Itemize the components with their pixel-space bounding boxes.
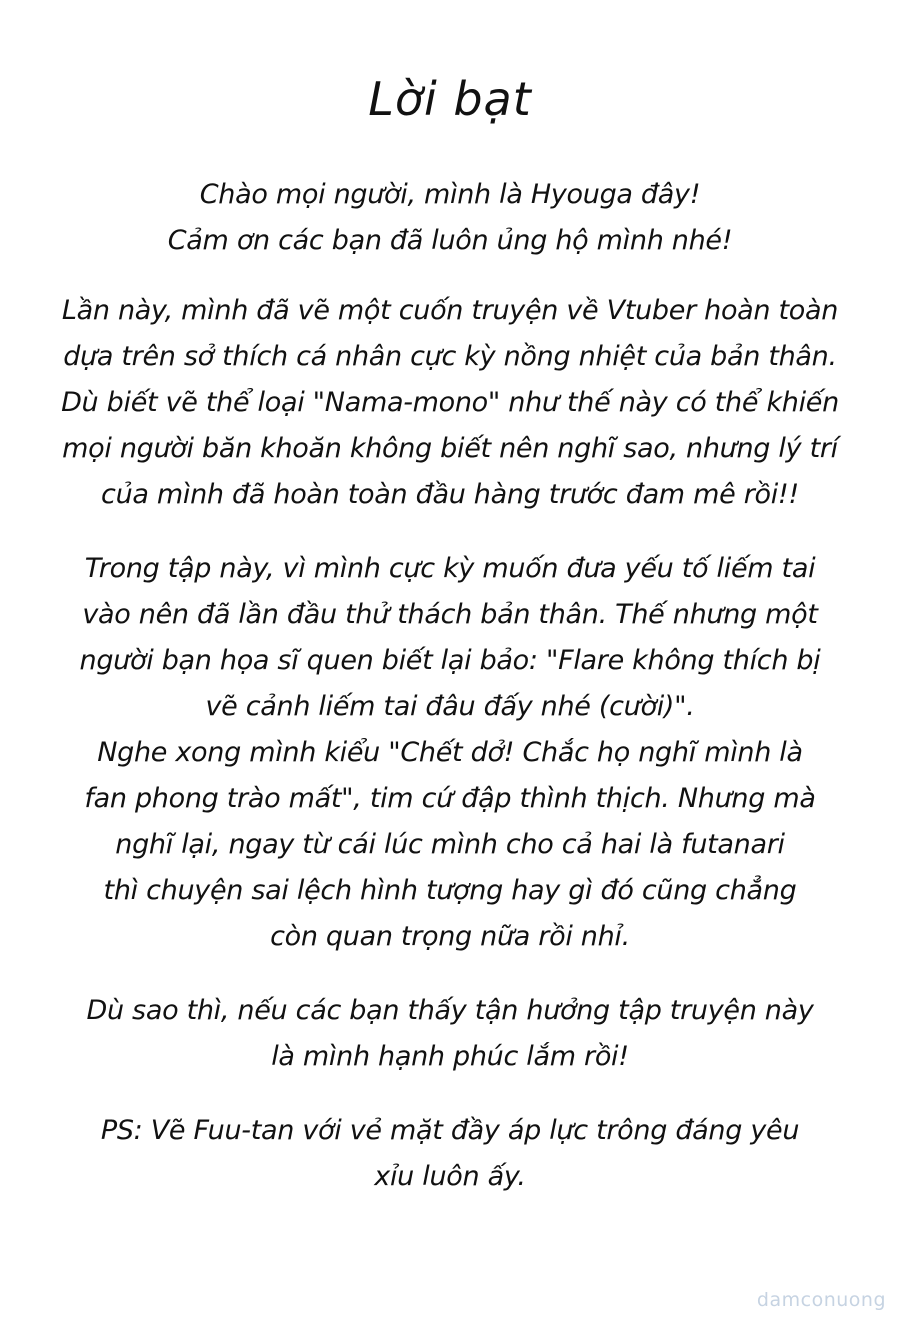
text-line: xỉu luôn ấy. bbox=[374, 1161, 526, 1192]
text-line: Nghe xong mình kiểu "Chết dở! Chắc họ nghĩ mình là bbox=[97, 737, 803, 768]
text-line: vào nên đã lần đầu thử thách bản thân. Thế nhưng một bbox=[82, 599, 818, 630]
text-line: thì chuyện sai lệch hình tượng hay gì đó cũng chẳng bbox=[103, 875, 797, 906]
watermark: damconuong bbox=[756, 1289, 886, 1311]
paragraph-intro bbox=[40, 288, 860, 518]
text-line: Cảm ơn các bạn đã luôn ủng hộ mình nhé! bbox=[167, 225, 733, 256]
text-line: nghĩ lại, ngay từ cái lúc mình cho cả hai là futanari bbox=[115, 829, 785, 860]
text-line: Dù biết vẽ thể loại "Nama-mono" như thế này có thể khiến bbox=[61, 387, 839, 418]
text-line: Trong tập này, vì mình cực kỳ muốn đưa yếu tố liếm tai bbox=[84, 553, 816, 584]
text-line: của mình đã hoàn toàn đầu hàng trước đam mê rồi!! bbox=[101, 479, 799, 510]
text-line: Chào mọi người, mình là Hyouga đây! bbox=[199, 179, 701, 210]
text-line: còn quan trọng nữa rồi nhỉ. bbox=[270, 921, 630, 952]
text-line: PS: Vẽ Fuu-tan với vẻ mặt đầy áp lực trông đáng yêu bbox=[100, 1115, 800, 1146]
text-line: là mình hạnh phúc lắm rồi! bbox=[271, 1041, 629, 1072]
text-line: fan phong trào mất", tim cứ đập thình thịch. Nhưng mà bbox=[84, 783, 816, 814]
text-line: người bạn họa sĩ quen biết lại bảo: "Flare không thích bị bbox=[79, 645, 821, 676]
text-line: Dù sao thì, nếu các bạn thấy tận hưởng tập truyện này bbox=[86, 995, 814, 1026]
paragraph-postscript bbox=[40, 1108, 860, 1200]
text-line: mọi người băn khoăn không biết nên nghĩ sao, nhưng lý trí bbox=[62, 433, 838, 464]
paragraph-closing bbox=[40, 988, 860, 1080]
paragraph-greeting bbox=[40, 172, 860, 264]
text-line: vẽ cảnh liếm tai đâu đấy nhé (cười)". bbox=[205, 691, 695, 722]
paragraph-story bbox=[40, 546, 860, 960]
page-title: Lời bạt bbox=[368, 72, 532, 126]
text-line: Lần này, mình đã vẽ một cuốn truyện về Vtuber hoàn toàn bbox=[61, 295, 839, 326]
text-line: dựa trên sở thích cá nhân cực kỳ nồng nhiệt của bản thân. bbox=[63, 341, 837, 372]
